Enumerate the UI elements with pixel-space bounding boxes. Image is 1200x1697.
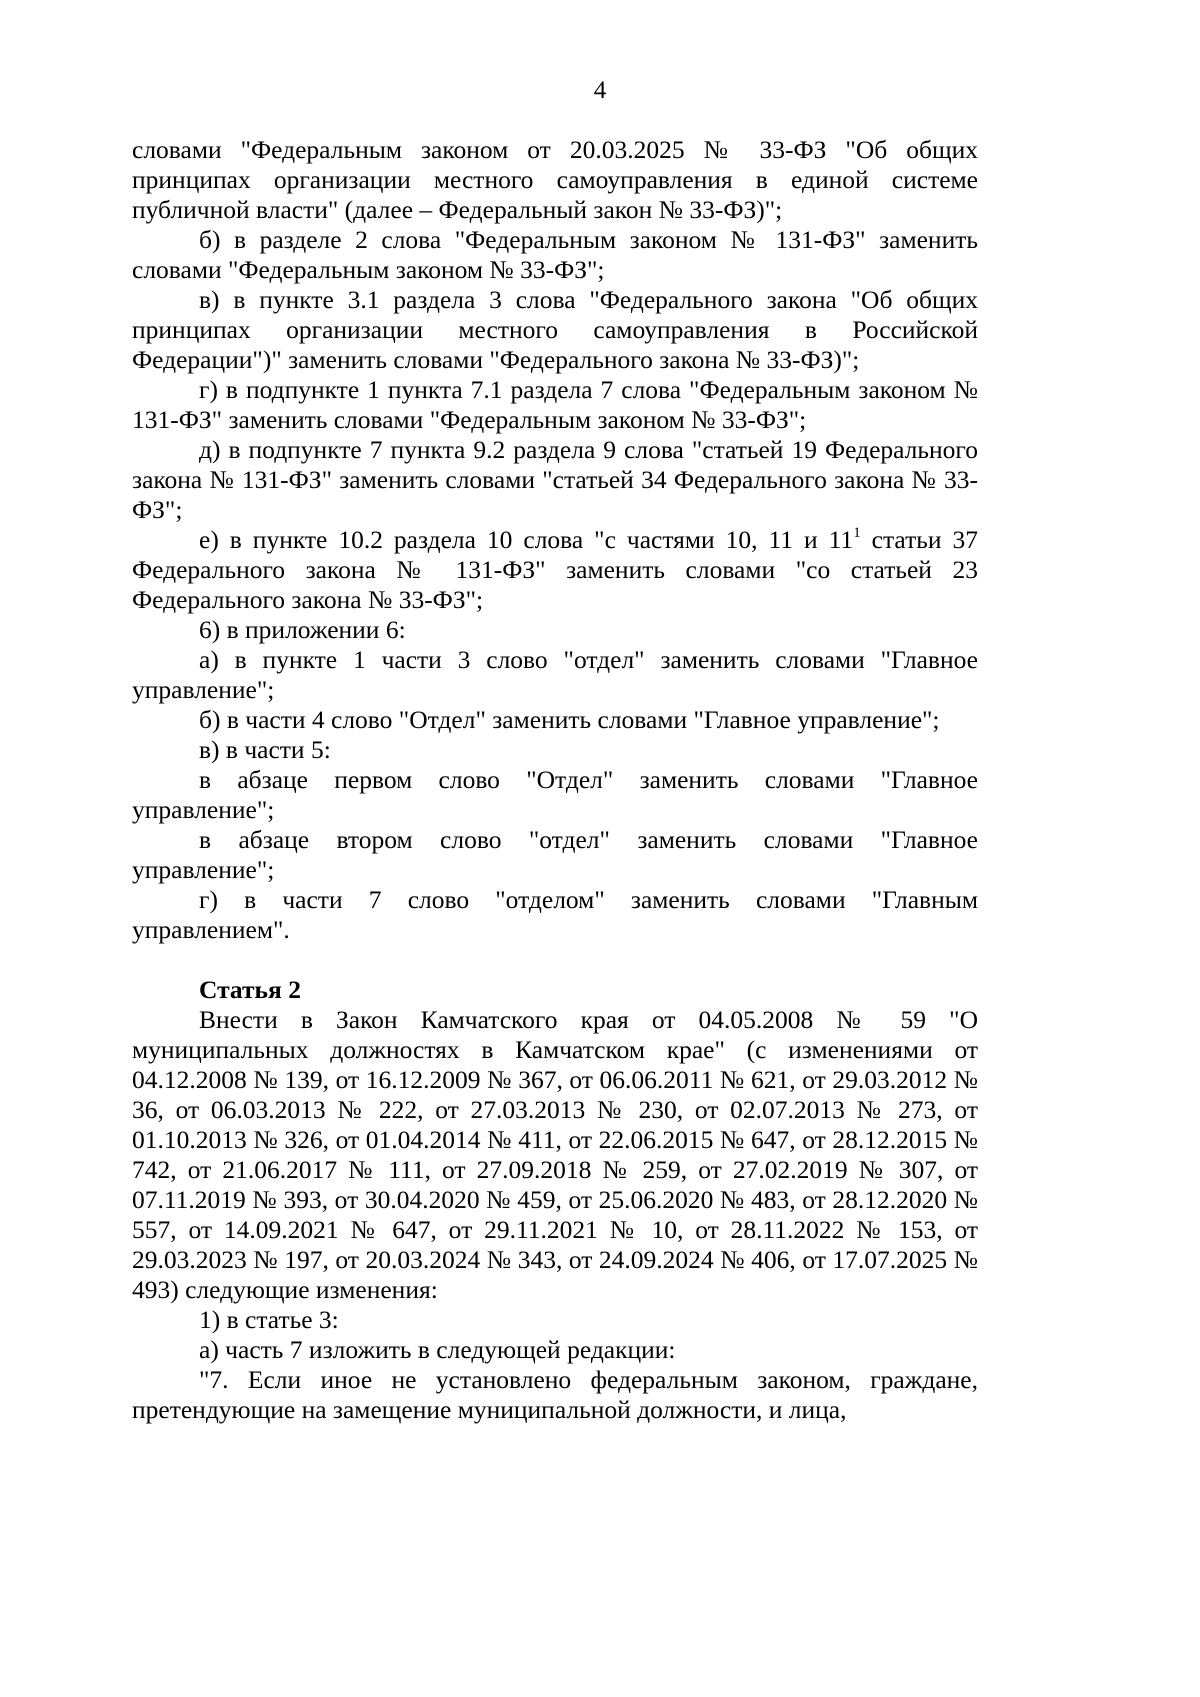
- paragraph-text: е) в пункте 10.2 раздела 10 слова "с частями 10, 11 и 11: [199, 525, 854, 554]
- paragraph: словами "Федеральным законом от 20.03.2025 № 33-ФЗ "Об общих принципах организации местного самоуправления в единой системе публичной власти" (далее – Федеральный закон № 33-ФЗ)";: [132, 135, 978, 224]
- paragraph: в абзаце первом слово "Отдел" заменить словами "Главное управление";: [132, 765, 978, 824]
- paragraph: а) часть 7 изложить в следующей редакции:: [199, 1335, 676, 1364]
- page-number: 4: [593, 77, 607, 104]
- paragraph: 6) в приложении 6:: [199, 615, 406, 644]
- paragraph: "7. Если иное не установлено федеральным законом, граждане, претендующие на замещение муниципальной должности, и лица,: [132, 1365, 978, 1424]
- paragraph: г) в подпункте 1 пункта 7.1 раздела 7 слова "Федеральным законом № 131-ФЗ" заменить словами "Федеральным законом № 33-ФЗ";: [132, 375, 978, 434]
- paragraph: б) в разделе 2 слова "Федеральным законом № 131-ФЗ" заменить словами "Федеральным законом № 33-ФЗ";: [132, 225, 978, 284]
- paragraph: г) в части 7 слово "отделом" заменить словами "Главным управлением".: [132, 885, 978, 944]
- paragraph: в абзаце втором слово "отдел" заменить словами "Главное управление";: [132, 825, 978, 884]
- document-body: [132, 135, 978, 1425]
- paragraph: а) в пункте 1 части 3 слово "отдел" заменить словами "Главное управление";: [132, 645, 978, 704]
- paragraph-text: статьи 37 Федерального закона № 131-ФЗ" заменить словами "со статьей 23 Федерального закона № 33-ФЗ";: [132, 525, 978, 614]
- paragraph: Внести в Закон Камчатского края от 04.05.2008 № 59 "О муниципальных должностях в Камчатском крае" (с изменениями от 04.12.2008 № 139, от 16.12.2009 № 367, от 06.06.2011 № 621, от 29.03.2012 № 36, от 06.03.2013 № 222, от 27.03.2013 № 230, от 02.07.2013 № 273, от 01.10.2013 № 326, от 01.04.2014 № 411, от 22.06.2015 № 647, от 28.12.2015 № 742, от 21.06.2017 № 111, от 27.09.2018 № 259, от 27.02.2019 № 307, от 07.11.2019 № 393, от 30.04.2020 № 459, от 25.06.2020 № 483, от 28.12.2020 № 557, от 14.09.2021 № 647, от 29.11.2021 № 10, от 28.11.2022 № 153, от 29.03.2023 № 197, от 20.03.2024 № 343, от 24.09.2024 № 406, от 17.07.2025 № 493) следующие изменения:: [132, 1005, 978, 1304]
- superscript: 1: [853, 525, 861, 541]
- paragraph: в) в части 5:: [199, 735, 331, 764]
- paragraph: 1) в статье 3:: [199, 1305, 339, 1334]
- paragraph: д) в подпункте 7 пункта 9.2 раздела 9 слова "статьей 19 Федерального закона № 131-ФЗ" заменить словами "статьей 34 Федерального закона № 33-ФЗ";: [132, 435, 978, 524]
- paragraph: б) в части 4 слово "Отдел" заменить словами "Главное управление";: [199, 705, 940, 734]
- article-heading: Статья 2: [199, 975, 301, 1004]
- paragraph: в) в пункте 3.1 раздела 3 слова "Федерального закона "Об общих принципах организации местного самоуправления в Российской Федерации")" заменить словами "Федерального закона № 33-ФЗ)";: [132, 285, 978, 374]
- paragraph-with-superscript: [132, 525, 978, 615]
